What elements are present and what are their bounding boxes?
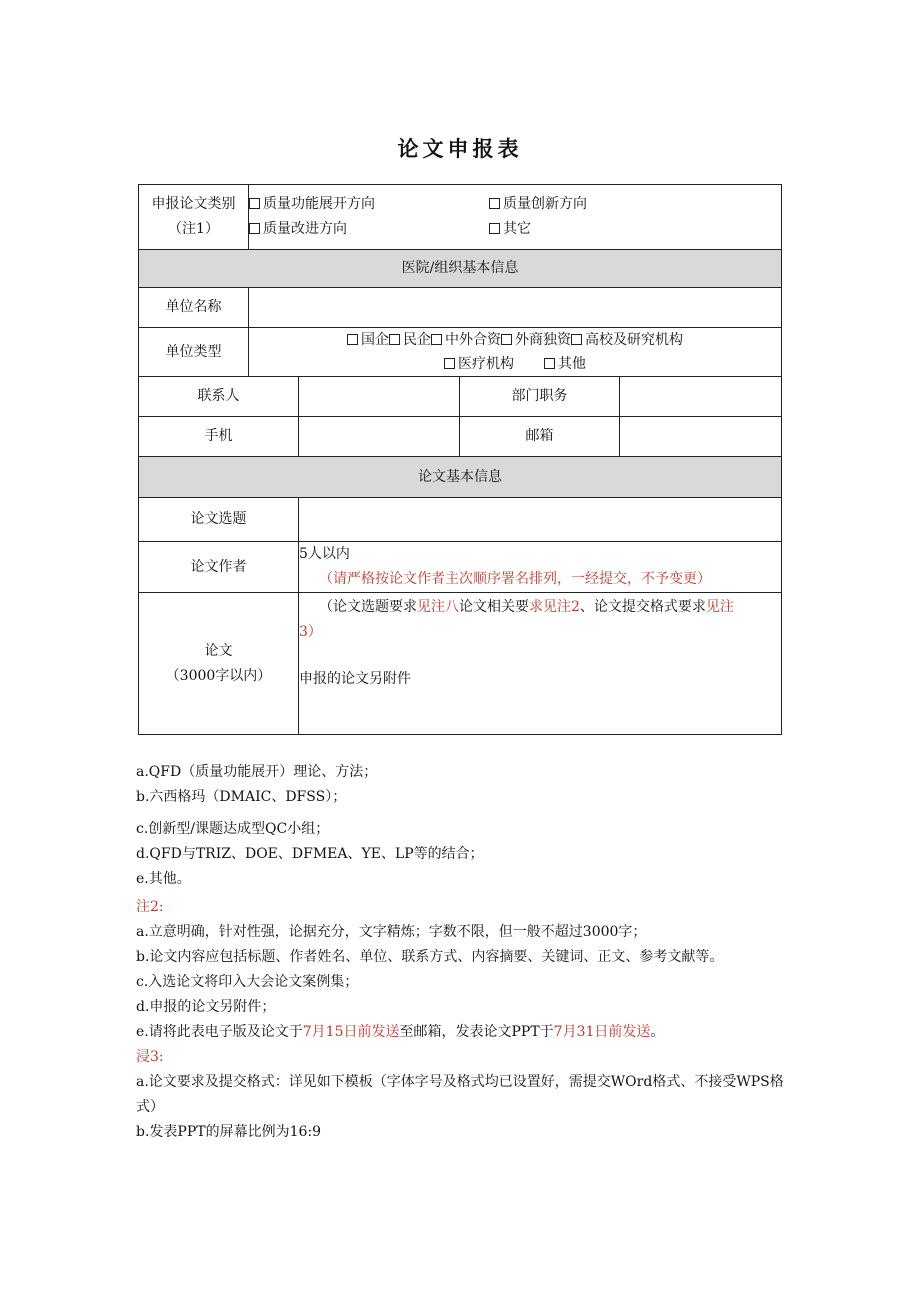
contact-field[interactable] — [299, 377, 460, 417]
note1-item-d: d.QFD与TRIZ、DOE、DFMEA、YE、LP等的结合； — [136, 846, 484, 862]
phone-field[interactable] — [299, 417, 460, 457]
author-label: 论文作者 — [139, 542, 299, 593]
note2-item-c: c.入选论文将印入大会论文案例集； — [136, 974, 359, 990]
note2-item-e: e.请将此表电子版及论文于7月15日前发送至邮箱，发表论文PPT于7月31日前发送。 — [136, 1024, 665, 1040]
org-type-other[interactable]: 其他 — [544, 352, 586, 376]
paper-body-field[interactable] — [299, 593, 782, 735]
email-field[interactable] — [620, 417, 782, 457]
org-type-state[interactable]: 国企 — [347, 328, 389, 352]
note1-item-e: e.其他。 — [136, 871, 191, 887]
author-row — [139, 542, 782, 593]
category-option-innovation[interactable]: 质量创新方向 — [489, 192, 587, 217]
paper-requirements: （论文选题要求见注八论文相关要求见注2、论文提交格式要求见注 — [319, 599, 734, 615]
category-row — [139, 185, 782, 250]
category-option-qfd[interactable]: 质量功能展开方向 — [249, 192, 489, 217]
phone-row — [139, 417, 782, 457]
paper-section-header: 论文基本信息 — [139, 457, 782, 498]
notes-section — [136, 760, 786, 1145]
note2-title: 注2: — [136, 899, 164, 915]
category-option-other[interactable]: 其它 — [489, 217, 531, 242]
note2-item-d: d.申报的论文另附件； — [136, 999, 276, 1015]
application-form-table — [138, 184, 782, 735]
checkbox-icon[interactable] — [249, 198, 260, 209]
org-name-field[interactable] — [249, 288, 782, 328]
checkbox-icon[interactable] — [431, 334, 442, 345]
checkbox-icon[interactable] — [571, 334, 582, 345]
org-type-row — [139, 328, 782, 377]
note2-item-a: a.立意明确，针对性强，论据充分，文字精炼；字数不限，但一般不超过3000字； — [136, 924, 647, 940]
category-label: 申报论文类别 （注1） — [139, 185, 249, 250]
org-type-foreign[interactable]: 外商独资 — [501, 328, 571, 352]
note1-item-a: a.QFD（质量功能展开）理论、方法； — [136, 764, 378, 780]
topic-field[interactable] — [299, 498, 782, 542]
category-options — [249, 185, 782, 250]
topic-row — [139, 498, 782, 542]
email-label: 邮箱 — [460, 417, 620, 457]
org-name-label: 单位名称 — [139, 288, 249, 328]
org-type-medical[interactable]: 医疗机构 — [444, 352, 514, 376]
paper-requirements-end: 3） — [299, 624, 322, 640]
org-type-options — [249, 328, 782, 377]
checkbox-icon[interactable] — [489, 198, 500, 209]
topic-label: 论文选题 — [139, 498, 299, 542]
org-type-label: 单位类型 — [139, 328, 249, 377]
checkbox-icon[interactable] — [347, 334, 358, 345]
contact-label: 联系人 — [139, 377, 299, 417]
checkbox-icon[interactable] — [389, 334, 400, 345]
note3-item-b: b.发表PPT的屏幕比例为16:9 — [136, 1124, 322, 1140]
author-note: （请严格按论文作者主次顺序署名排列，一经提交，不予变更） — [319, 571, 711, 587]
category-option-improvement[interactable]: 质量改进方向 — [249, 217, 489, 242]
checkbox-icon[interactable] — [249, 223, 260, 234]
note1-item-c: c.创新型/课题达成型QC小组； — [136, 821, 330, 837]
note3-item-a: a.论文要求及提交格式：详见如下模板（字体字号及格式均已设置好，需提交WOrd格式、不接受WPS格式） — [136, 1074, 784, 1115]
author-field[interactable] — [299, 542, 782, 593]
phone-label: 手机 — [139, 417, 299, 457]
author-limit-text: 5人以内 — [299, 546, 350, 562]
note3-title: 浸3: — [136, 1049, 164, 1065]
note2-item-b: b.论文内容应包括标题、作者姓名、单位、联系方式、内容摘要、关键词、正文、参考文献等。 — [136, 949, 724, 965]
paper-body-label: 论文 （3000字以内） — [139, 593, 299, 735]
org-type-university[interactable]: 高校及研究机构 — [571, 328, 683, 352]
checkbox-icon[interactable] — [501, 334, 512, 345]
contact-row — [139, 377, 782, 417]
note1-item-b: b.六西格玛（DMAIC、DFSS）； — [136, 789, 347, 805]
page-title: 论文申报表 — [397, 136, 523, 161]
dept-field[interactable] — [620, 377, 782, 417]
checkbox-icon[interactable] — [489, 223, 500, 234]
checkbox-icon[interactable] — [444, 358, 455, 369]
checkbox-icon[interactable] — [544, 358, 555, 369]
org-type-private[interactable]: 民企 — [389, 328, 431, 352]
paper-body-row — [139, 593, 782, 735]
dept-label: 部门职务 — [460, 377, 620, 417]
org-name-row — [139, 288, 782, 328]
org-type-joint[interactable]: 中外合资 — [431, 328, 501, 352]
org-section-header: 医院/组织基本信息 — [139, 250, 782, 288]
paper-attachment-text: 申报的论文另附件 — [299, 671, 411, 687]
